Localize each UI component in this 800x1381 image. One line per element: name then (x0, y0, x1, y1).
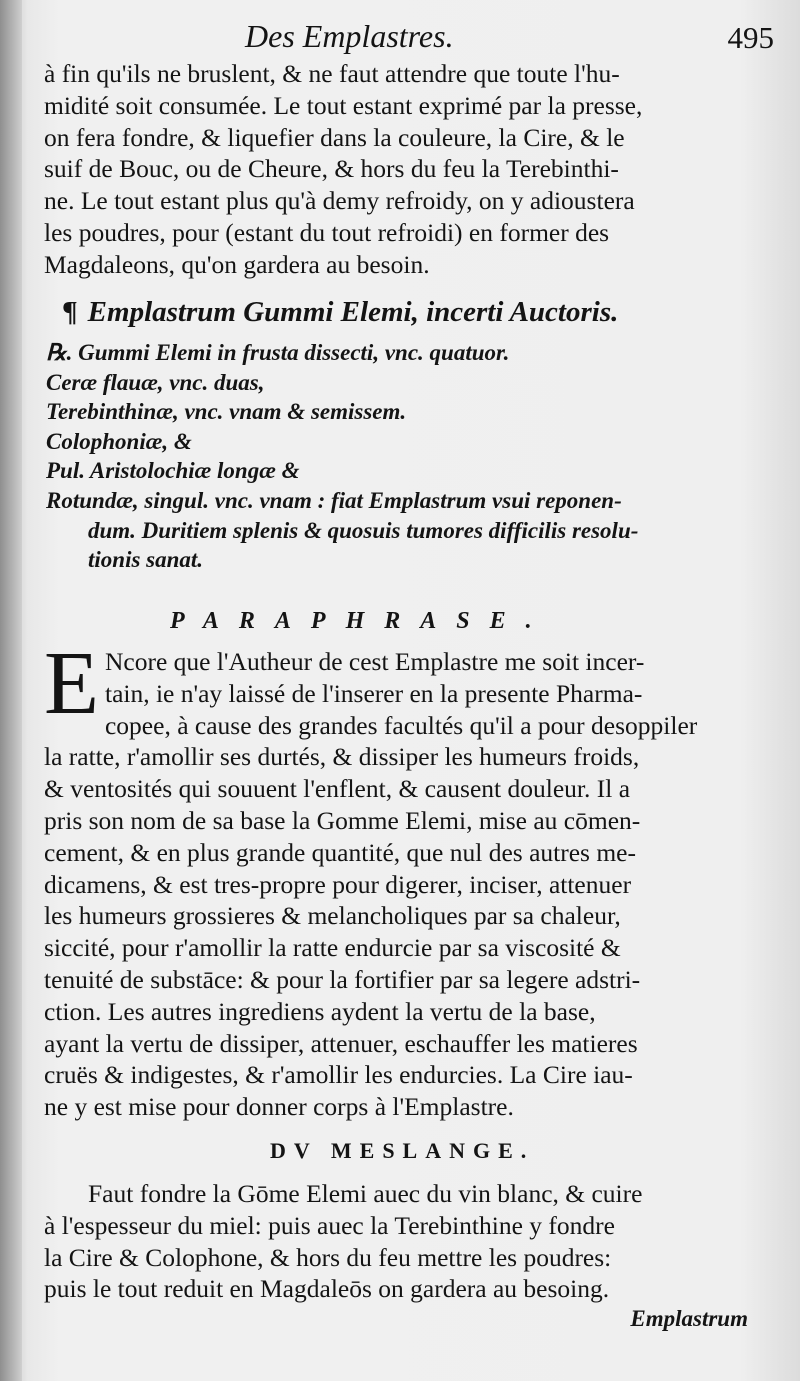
text-line: Magdaleons, qu'on gardera au besoin. (44, 249, 430, 279)
text-line: la Cire & Colophone, & hors du feu mettre les poudres: (44, 1242, 612, 1272)
meslange-paragraph (44, 1178, 740, 1305)
text-line: les poudres, pour (estant du tout refroidi) en former des (44, 217, 610, 247)
text-line: tain, ie n'ay laissé de l'inserer en la presente Pharma- (104, 678, 643, 708)
text-line: cement, & en plus grande quantité, que nul des autres me- (44, 837, 636, 867)
intro-paragraph (44, 58, 740, 281)
text-line: Ncore que l'Autheur de cest Emplastre me soit incer- (104, 647, 645, 676)
ingredient-line: Pul. Aristolochiæ longæ & (46, 458, 300, 484)
ingredient-line: ℞. Gummi Elemi in frusta dissecti, vnc. quatuor. (46, 340, 510, 365)
text-line: on fera fondre, & liquefier dans la couleure, la Cire, & le (44, 122, 625, 152)
page-number: 495 (727, 20, 774, 55)
text-line: à l'espesseur du miel: puis auec la Terebinthine y fondre (44, 1210, 615, 1240)
running-title: Des Emplastres. (245, 18, 454, 54)
catchword: Emplastrum (630, 1306, 748, 1331)
text-line: ne. Le tout estant plus qu'à demy refroidy, on y adioustera (44, 186, 635, 216)
paraphrase-paragraph (44, 634, 740, 1123)
meslange-heading: DV MESLANGE. (270, 1138, 535, 1163)
text-line: ayant la vertu de dissiper, attenuer, eschauffer les matieres (44, 1028, 638, 1058)
text-line: tenuité de substāce: & pour la fortifier par sa legere adstri- (44, 964, 641, 994)
paraphrase-heading: PARAPHRASE. (170, 608, 552, 634)
ingredient-line: Colophoniæ, & (46, 428, 192, 454)
recipe-ingredients (46, 338, 746, 575)
text-line: dicamens, & est tres-propre pour digerer, inciser, attenuer (44, 869, 632, 899)
text-line: la ratte, r'amollir ses durtés, & dissiper les humeurs froids, (44, 742, 640, 772)
page-header (0, 12, 800, 62)
ingredient-line: dum. Duritiem splenis & quosuis tumores difficilis resolu- (88, 517, 639, 543)
drop-cap: E (44, 634, 99, 733)
ingredient-line: tionis sanat. (88, 547, 204, 573)
text-line: suif de Bouc, ou de Cheure, & hors du feu la Terebinthi- (44, 154, 619, 184)
text-line: ne y est mise pour donner corps à l'Emplastre. (44, 1092, 514, 1122)
recipe-title-text: Emplastrum Gummi Elemi, incerti Auctoris. (87, 296, 619, 328)
text-line: & ventosités qui souuent l'enflent, & causent douleur. Il a (44, 774, 631, 804)
text-line: Faut fondre la Gōme Elemi auec du vin blanc, & cuire (88, 1179, 643, 1208)
text-line: cruës & indigestes, & r'amollir les endurcies. La Cire iau- (44, 1060, 633, 1090)
page-gutter-shadow (0, 0, 22, 1381)
ingredient-line: Rotundæ, singul. vnc. vnam : fiat Emplastrum vsui reponen- (46, 487, 622, 513)
text-line: siccité, pour r'amollir la ratte endurcie par sa viscosité & (44, 933, 621, 963)
text-line: ction. Les autres ingrediens aydent la vertu de la base, (44, 996, 596, 1026)
text-line: à fin qu'ils ne bruslent, & ne faut attendre que toute l'hu- (44, 59, 620, 88)
text-line: copee, à cause des grandes facultés qu'il a pour desoppiler (104, 710, 698, 740)
text-line: midité soit consumée. Le tout estant exprimé par la presse, (44, 90, 643, 120)
ingredient-line: Ceræ flauæ, vnc. duas, (46, 369, 265, 395)
text-line: puis le tout reduit en Magdaleōs on gardera au besoing. (44, 1274, 610, 1304)
ingredient-line: Terebinthinæ, vnc. vnam & semissem. (46, 399, 407, 425)
text-line: les humeurs grossieres & melancholiques par sa chaleur, (44, 901, 621, 931)
text-line: pris son nom de sa base la Gomme Elemi, mise au cōmen- (44, 805, 641, 835)
recipe-title (62, 296, 618, 329)
pilcrow-mark: ¶ (62, 296, 78, 328)
